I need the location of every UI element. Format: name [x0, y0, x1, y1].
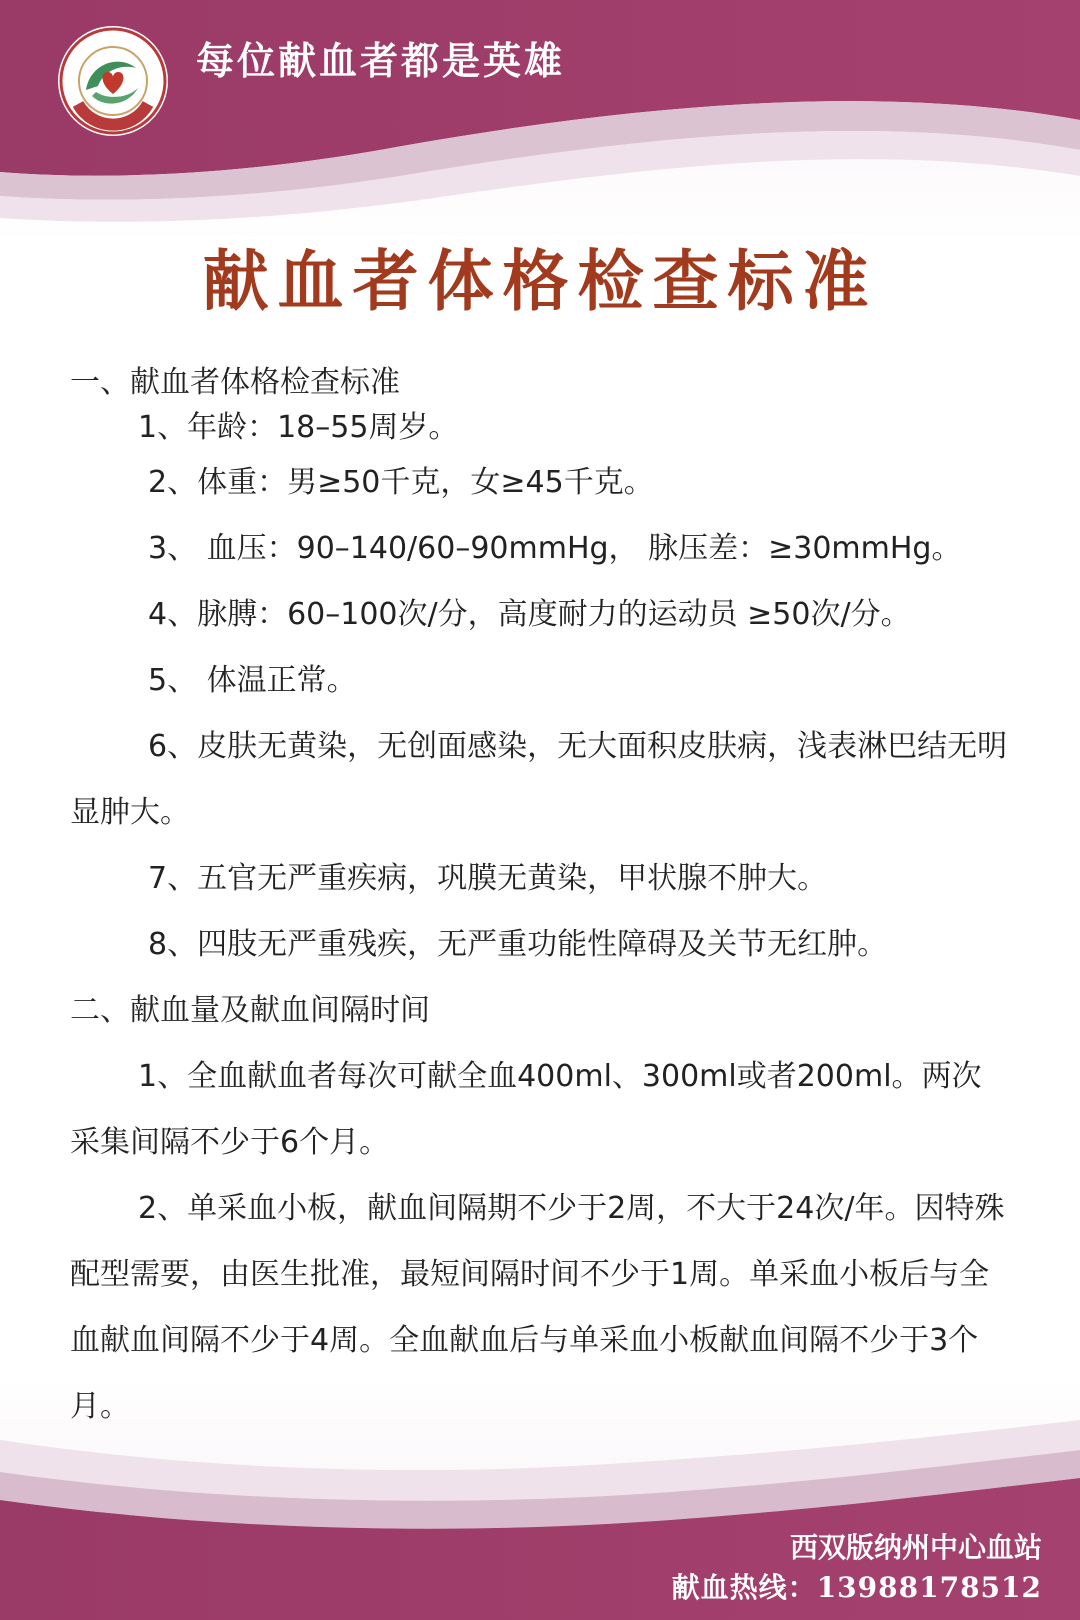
list-item: 6、皮肤无黄染，无创面感染，无大面积皮肤病，浅表淋巴结无明显肿大。 — [70, 729, 1008, 830]
list-item: 2、体重：男≥50千克，女≥45千克。 — [148, 465, 654, 500]
footer-contact — [672, 1528, 1042, 1608]
list-item: 1、年龄：18–55周岁。 — [138, 410, 459, 445]
list-item: 5、 体温正常。 — [148, 663, 357, 698]
hotline — [672, 1568, 1042, 1608]
blood-station-logo — [56, 24, 170, 138]
section-heading: 二、献血量及献血间隔时间 — [70, 993, 430, 1028]
list-item: 1、全血献血者每次可献全血400ml、300ml或者200ml。两次采集间隔不少于6个月。 — [70, 1059, 982, 1160]
hotline-number: 13988178512 — [816, 1571, 1042, 1604]
list-item: 2、单采血小板，献血间隔期不少于2周，不大于24次/年。因特殊配型需要，由医生批准，最短间隔时间不少于1周。单采血小板后与全血献血间隔不少于4周。全血献血后与单采血小板献血间隔不少于3个月。 — [70, 1191, 1005, 1424]
list-item: 7、五官无严重疾病，巩膜无黄染，甲状腺不肿大。 — [148, 861, 828, 896]
standards-content — [70, 360, 1010, 1440]
list-item: 4、脉膊：60–100次/分，高度耐力的运动员 ≥50次/分。 — [148, 597, 911, 632]
list-item: 3、 血压：90–140/60–90mmHg， 脉压差：≥30mmHg。 — [148, 531, 962, 566]
hotline-label: 献血热线： — [671, 1571, 817, 1604]
section-donation-interval — [70, 978, 1010, 1440]
footer-org: 西双版纳州中心血站 — [789, 1531, 1042, 1564]
section-physical-exam — [70, 360, 1010, 978]
page-title: 献血者体格检查标准 — [202, 242, 878, 320]
header-slogan: 每位献血者都是英雄 — [196, 38, 566, 83]
list-item: 8、四肢无严重残疾，无严重功能性障碍及关节无红肿。 — [148, 927, 888, 962]
section-heading: 一、献血者体格检查标准 — [70, 365, 400, 400]
